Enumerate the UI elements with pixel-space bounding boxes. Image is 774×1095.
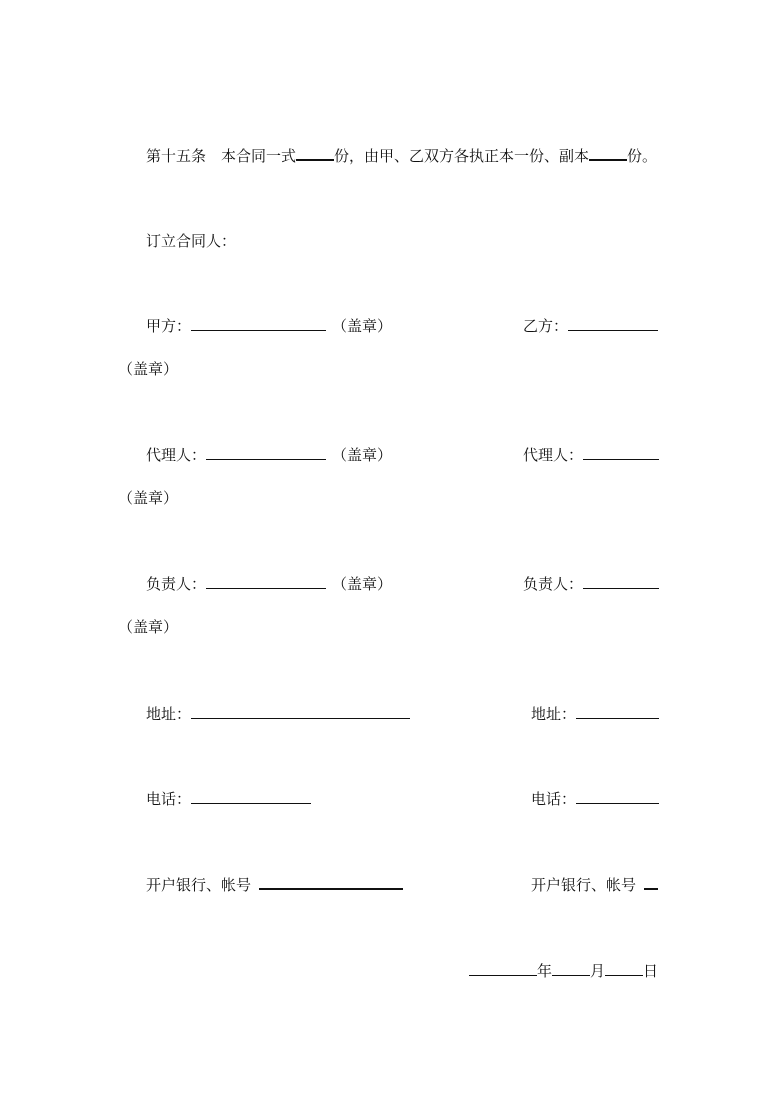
agent-a-seal: （盖章）	[332, 446, 393, 464]
party-a-row	[146, 316, 392, 336]
agent-b-label: 代理人：	[523, 446, 584, 464]
responsible-b-blank[interactable]	[583, 576, 659, 589]
responsible-a-blank[interactable]	[206, 576, 326, 589]
responsible-b-label: 负责人：	[523, 575, 584, 593]
responsible-b-seal: （盖章）	[118, 618, 179, 636]
month-blank[interactable]	[552, 963, 590, 976]
address-b-blank[interactable]	[576, 706, 659, 719]
address-b-row	[531, 704, 659, 724]
bank-a-row	[146, 875, 403, 895]
responsible-a-row	[146, 574, 392, 594]
party-b-row	[523, 316, 658, 336]
bank-b-row	[531, 875, 658, 895]
day-blank[interactable]	[605, 963, 643, 976]
party-a-seal: （盖章）	[332, 317, 393, 335]
party-b-seal: （盖章）	[118, 360, 179, 378]
phone-a-row	[146, 789, 311, 809]
clause-15-text-1: 第十五条 本合同一式	[146, 147, 297, 165]
clause-15-text-2: 份，由甲、乙双方各执正本一份、副本	[334, 147, 590, 165]
address-a-label: 地址：	[146, 705, 192, 723]
month-label: 月	[590, 962, 606, 980]
year-label: 年	[537, 962, 553, 980]
date-row	[469, 961, 658, 981]
agent-a-label: 代理人：	[146, 446, 207, 464]
copies-duplicate-blank[interactable]	[589, 147, 627, 161]
bank-a-blank[interactable]	[259, 876, 403, 890]
responsible-b-row	[523, 574, 659, 594]
agent-b-blank[interactable]	[583, 447, 659, 460]
party-b-label: 乙方：	[523, 317, 569, 335]
party-a-blank[interactable]	[191, 318, 326, 331]
clause-15	[146, 146, 657, 166]
phone-b-label: 电话：	[531, 790, 577, 808]
phone-a-label: 电话：	[146, 790, 192, 808]
day-label: 日	[643, 962, 659, 980]
bank-b-blank[interactable]	[644, 876, 658, 890]
address-a-row	[146, 704, 410, 724]
clause-15-text-3: 份。	[627, 147, 658, 165]
agent-a-blank[interactable]	[206, 447, 326, 460]
year-blank[interactable]	[469, 963, 537, 976]
signatories-heading: 订立合同人：	[146, 232, 237, 250]
phone-a-blank[interactable]	[191, 791, 311, 804]
address-b-label: 地址：	[531, 705, 577, 723]
phone-b-blank[interactable]	[576, 791, 659, 804]
party-b-blank[interactable]	[568, 318, 658, 331]
address-a-blank[interactable]	[191, 706, 410, 719]
bank-b-label: 开户银行、帐号	[531, 876, 637, 894]
bank-a-label: 开户银行、帐号	[146, 876, 252, 894]
phone-b-row	[531, 789, 659, 809]
party-a-label: 甲方：	[146, 317, 192, 335]
copies-total-blank[interactable]	[296, 147, 334, 161]
responsible-a-seal: （盖章）	[332, 575, 393, 593]
responsible-a-label: 负责人：	[146, 575, 207, 593]
agent-b-seal: （盖章）	[118, 489, 179, 507]
agent-b-row	[523, 445, 659, 465]
agent-a-row	[146, 445, 392, 465]
